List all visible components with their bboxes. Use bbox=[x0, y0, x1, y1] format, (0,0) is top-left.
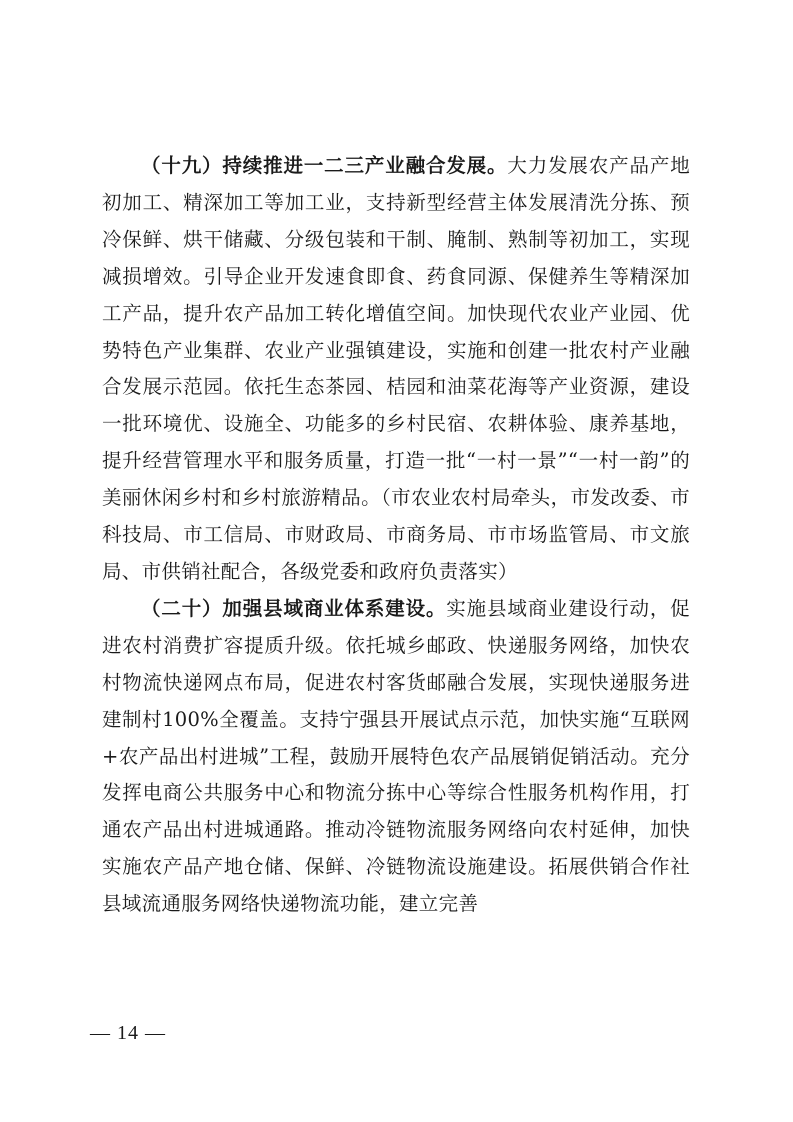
paragraph-text: 实施县域商业建设行动，促进农村消费扩容提质升级。依托城乡邮政、快递服务网络，加快农村物流快递网点布局，促进农村客货邮融合发展，实现快递服务进建制村100%全覆盖。支持宁强县开展试点示范，加快实施“互联网+农产品出村进城”工程，鼓励开展特色农产品展销促销活动。充分发挥电商公共服务中心和物流分拣中心等综合性服务机构作用，打通农产品出村进城通路。推动冷链物流服务网络向农村延伸，加快实施农产品产地仓储、保鲜、冷链物流设施建设。拓展供销合作社县域流通服务网络快递物流功能，建立完善 bbox=[102, 596, 690, 916]
paragraph-heading: （二十）加强县域商业体系建设。 bbox=[141, 596, 447, 620]
paragraph-20 bbox=[102, 591, 690, 923]
paragraph-19 bbox=[102, 148, 690, 591]
paragraph-heading: （十九）持续推进一二三产业融合发展。 bbox=[141, 154, 508, 177]
paragraph-text: 大力发展农产品产地初加工、精深加工等加工业，支持新型经营主体发展清洗分拣、预冷保鲜、烘干储藏、分级包装和干制、腌制、熟制等初加工，实现减损增效。引导企业开发速食即食、药食同源、保健养生等精深加工产品，提升农产品加工转化增值空间。加快现代农业产业园、优势特色产业集群、农业产业强镇建设，实施和创建一批农村产业融合发展示范园。依托生态茶园、桔园和油菜花海等产业资源，建设一批环境优、设施全、功能多的乡村民宿、农耕体验、康养基地，提升经营管理水平和服务质量，打造一批“一村一景”“一村一韵”的美丽休闲乡村和乡村旅游精品。（市农业农村局牵头，市发改委、市科技局、市工信局、市财政局、市商务局、市市场监管局、市文旅局、市供销社配合，各级党委和政府负责落实） bbox=[102, 154, 691, 583]
page-number: — 14 — bbox=[90, 1022, 166, 1044]
document-body bbox=[102, 148, 690, 923]
